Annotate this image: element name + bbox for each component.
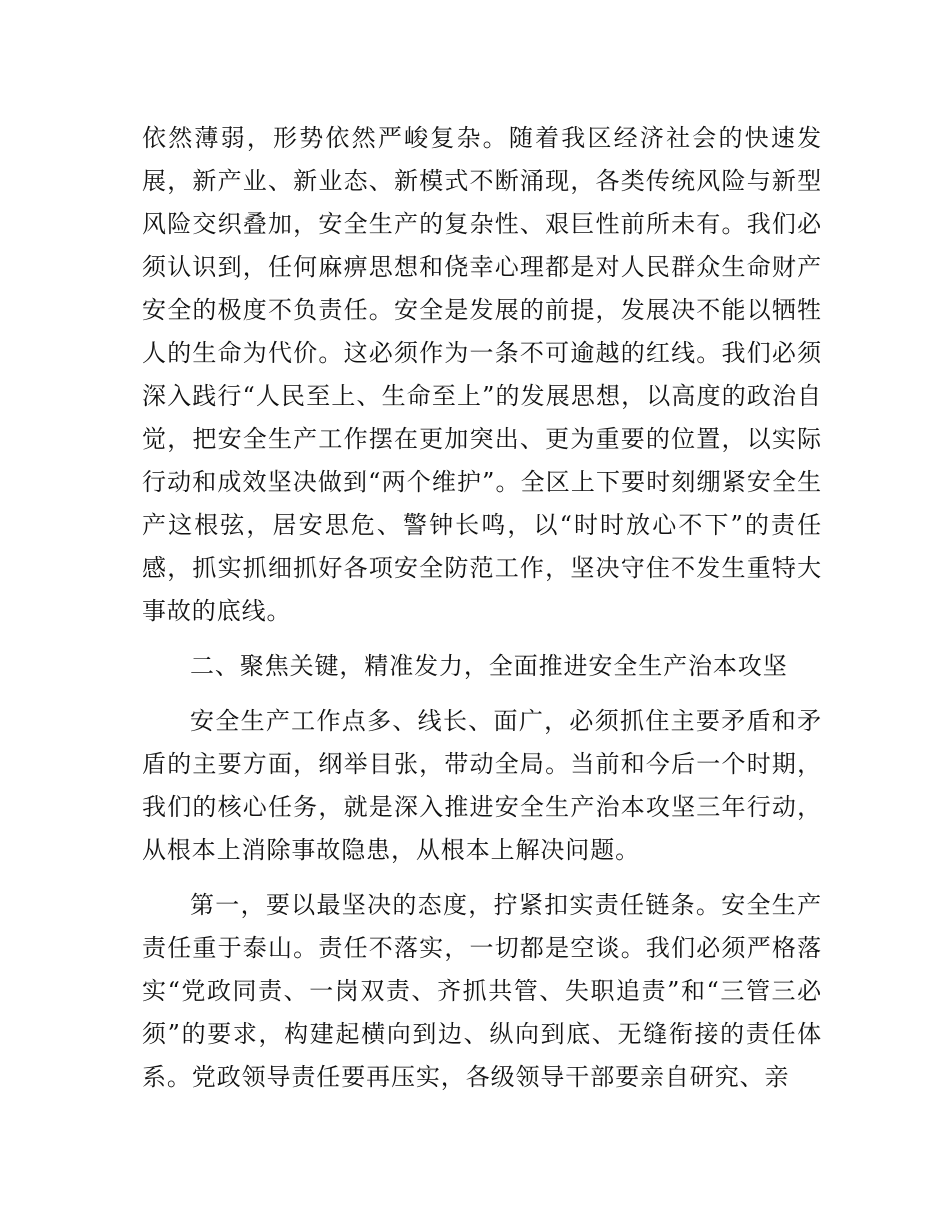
paragraph-core-task: 安全生产工作点多、线长、面广，必须抓住主要矛盾和矛盾的主要方面，纲举目张，带动全局。当前和今后一个时期，我们的核心任务，就是深入推进安全生产治本攻坚三年行动，从根本上消除事故隐患，从根本上解决问题。 bbox=[142, 707, 822, 864]
document-page bbox=[142, 117, 822, 1099]
paragraph-safety-situation: 依然薄弱，形势依然严峻复杂。随着我区经济社会的快速发展，新产业、新业态、新模式不断涌现，各类传统风险与新型风险交织叠加，安全生产的复杂性、艰巨性前所未有。我们必须认识到，任何麻痹思想和侥幸心理都是对人民群众生命财产安全的极度不负责任。安全是发展的前提，发展决不能以牺牲人的生命为代价。这必须作为一条不可逾越的红线。我们必须深入践行“人民至上、生命至上”的发展思想，以高度的政治自觉，把安全生产工作摆在更加突出、更为重要的位置，以实际行动和成效坚决做到“两个维护”。全区上下要时刻绷紧安全生产这根弦，居安思危、警钟长鸣，以“时时放心不下”的责任感，抓实抓细抓好各项安全防范工作，坚决守住不发生重特大事故的底线。 bbox=[142, 124, 822, 625]
section-heading-2: 二、聚焦关键，精准发力，全面推进安全生产治本攻坚 bbox=[190, 652, 788, 680]
paragraph-responsibility-chain: 第一，要以最坚决的态度，拧紧扣实责任链条。安全生产责任重于泰山。责任不落实，一切都是空谈。我们必须严格落实“党政同责、一岗双责、齐抓共管、失职追责”和“三管三必须”的要求，构建起横向到边、纵向到底、无缝衔接的责任体系。党政领导责任要再压实，各级领导干部要亲自研究、亲 bbox=[142, 891, 822, 1091]
